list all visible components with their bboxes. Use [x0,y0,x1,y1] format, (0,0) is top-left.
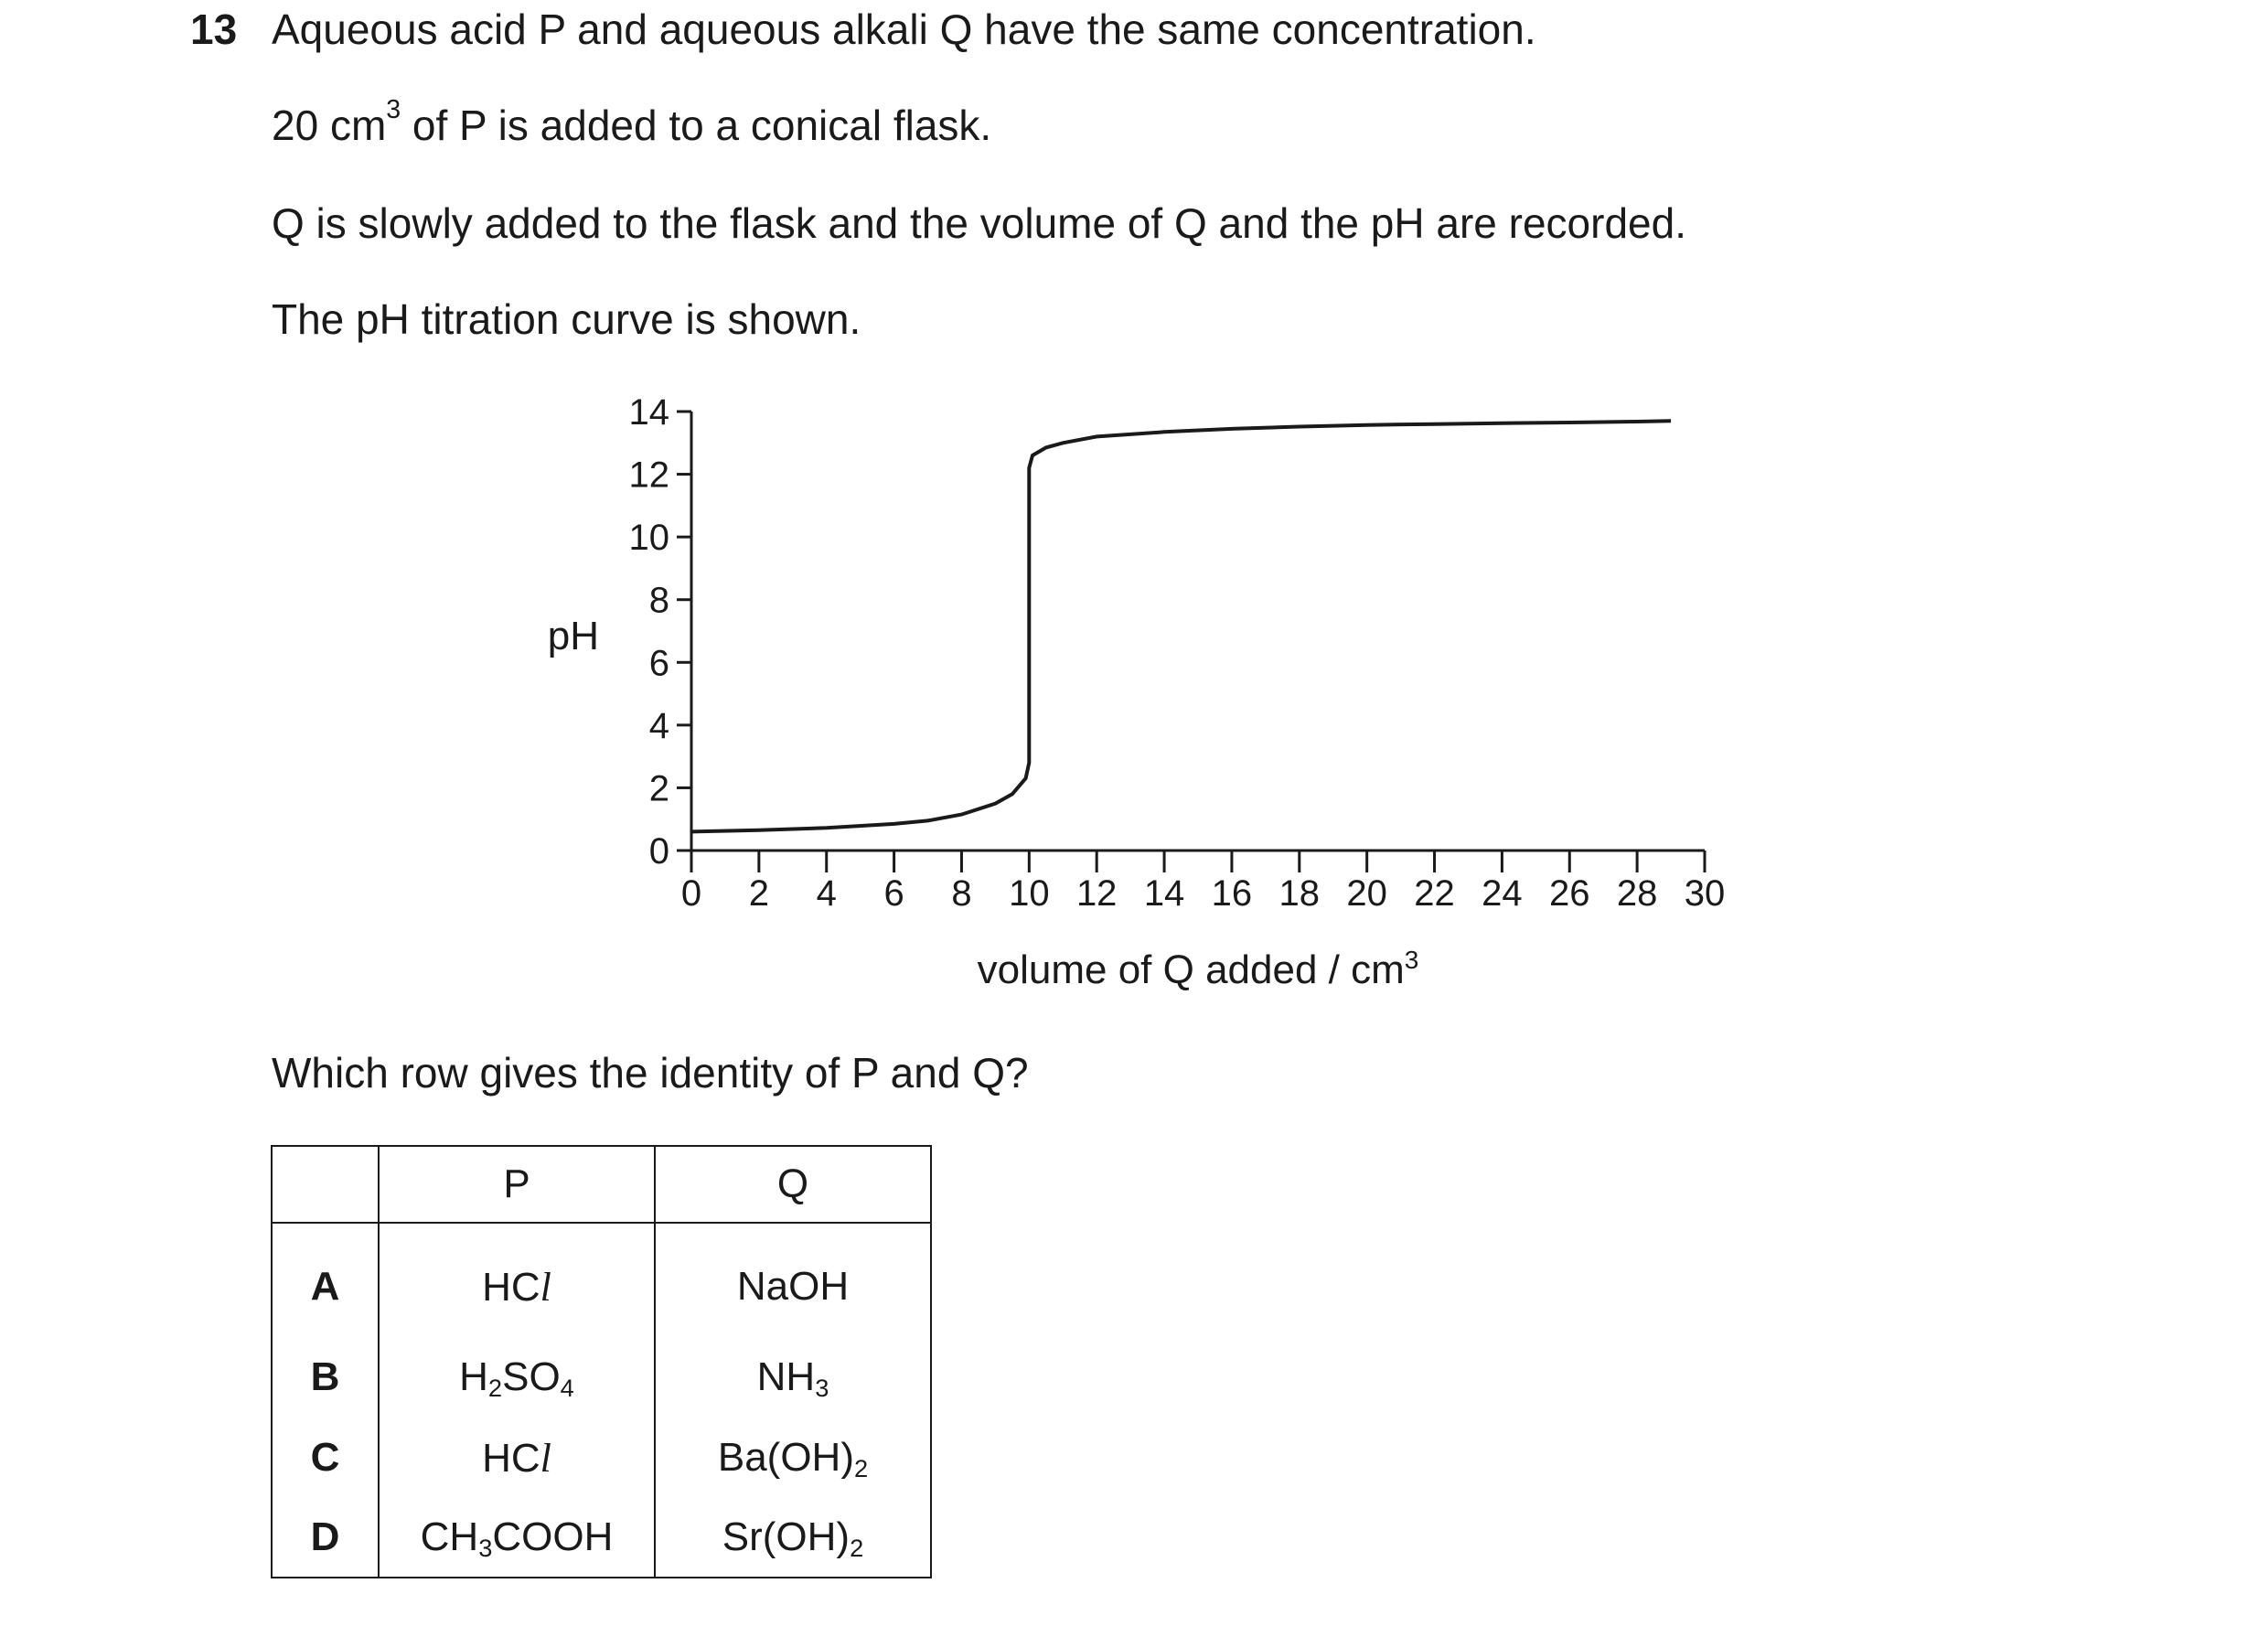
row-p [379,1223,655,1337]
formula-subscript: 2 [487,1373,503,1402]
formula-text: COOH [492,1514,614,1559]
x-tick-label: 0 [680,873,702,914]
answer-row-b[interactable] [272,1337,931,1418]
x-axis [681,851,1725,914]
formula-text: NH [756,1354,816,1399]
row-p [379,1498,655,1578]
y-tick-label: 2 [648,768,669,809]
y-axis-title: pH [547,614,599,658]
y-axis [629,392,692,872]
answer-row-c[interactable] [272,1418,931,1498]
x-tick-label: 6 [883,873,904,914]
row-p [379,1418,655,1498]
formula-text: SO [502,1354,561,1399]
answer-row-a[interactable] [272,1223,931,1337]
row-q [655,1337,931,1418]
formula-text: l [540,1264,551,1310]
titration-curve [691,421,1671,831]
x-tick-label: 22 [1414,873,1455,914]
row-p [379,1337,655,1418]
x-axis-title [978,946,1419,992]
x-tick-label: 18 [1278,873,1321,914]
y-tick-label: 8 [648,580,669,621]
formula-text: Ba(OH) [717,1435,854,1480]
x-tick-label: 30 [1684,873,1726,914]
y-tick-label: 6 [648,643,669,684]
x-tick-label: 20 [1346,873,1387,914]
row-q [655,1498,931,1578]
question-line-1: Aqueous acid P and aqueous alkali Q have the same concentration. [272,5,1536,53]
x-axis-title-text: volume of Q added / cm [977,947,1405,992]
y-tick-label: 14 [628,392,669,433]
question-number: 13 [190,5,238,53]
x-tick-label: 4 [816,873,837,914]
x-axis-title-superscript: 3 [1404,946,1419,974]
answer-table [271,1145,932,1578]
header-blank [272,1146,379,1223]
formula-subscript: 2 [853,1453,869,1482]
y-tick-label: 4 [648,705,669,746]
formula-text: l [540,1435,551,1481]
flask-text: of P is added to a conical flask. [401,102,992,149]
row-letter[interactable]: D [272,1498,379,1578]
header-p: P [379,1146,655,1223]
x-tick-label: 8 [951,873,972,914]
question-prompt: Which row gives the identity of P and Q? [272,1049,1029,1097]
x-tick-label: 14 [1143,873,1185,914]
question-line-4: The pH titration curve is shown. [272,295,861,343]
question-line-3: Q is slowly added to the flask and the volume of Q and the pH are recorded. [272,199,1686,247]
y-tick-label: 0 [648,831,669,872]
x-tick-label: 26 [1549,873,1590,914]
x-tick-label: 28 [1616,873,1658,914]
table-header-row [272,1146,931,1223]
formula-subscript: 2 [850,1533,864,1562]
row-q [655,1418,931,1498]
formula-text: HC [482,1435,540,1481]
formula-text: NaOH [736,1264,850,1309]
unit-superscript: 3 [386,94,401,124]
formula-text: CH [420,1514,479,1559]
row-letter[interactable]: A [272,1223,379,1337]
row-q [655,1223,931,1337]
row-letter[interactable]: C [272,1418,379,1498]
formula-text: HC [482,1264,540,1310]
y-tick-label: 10 [628,518,669,559]
x-tick-label: 2 [748,873,769,914]
formula-subscript: 4 [560,1373,574,1402]
row-letter[interactable]: B [272,1337,379,1418]
formula-subscript: 3 [478,1533,493,1562]
formula-text: Sr(OH) [722,1514,850,1559]
header-q: Q [655,1146,931,1223]
formula-subscript: 3 [815,1373,829,1402]
x-tick-label: 10 [1009,873,1050,914]
x-tick-label: 24 [1482,873,1523,914]
x-tick-label: 16 [1211,873,1253,914]
y-tick-label: 12 [628,455,669,496]
answer-row-d[interactable] [272,1498,931,1578]
x-tick-label: 12 [1075,873,1118,914]
formula-text: H [459,1354,488,1399]
volume-text: 20 cm [272,102,387,149]
